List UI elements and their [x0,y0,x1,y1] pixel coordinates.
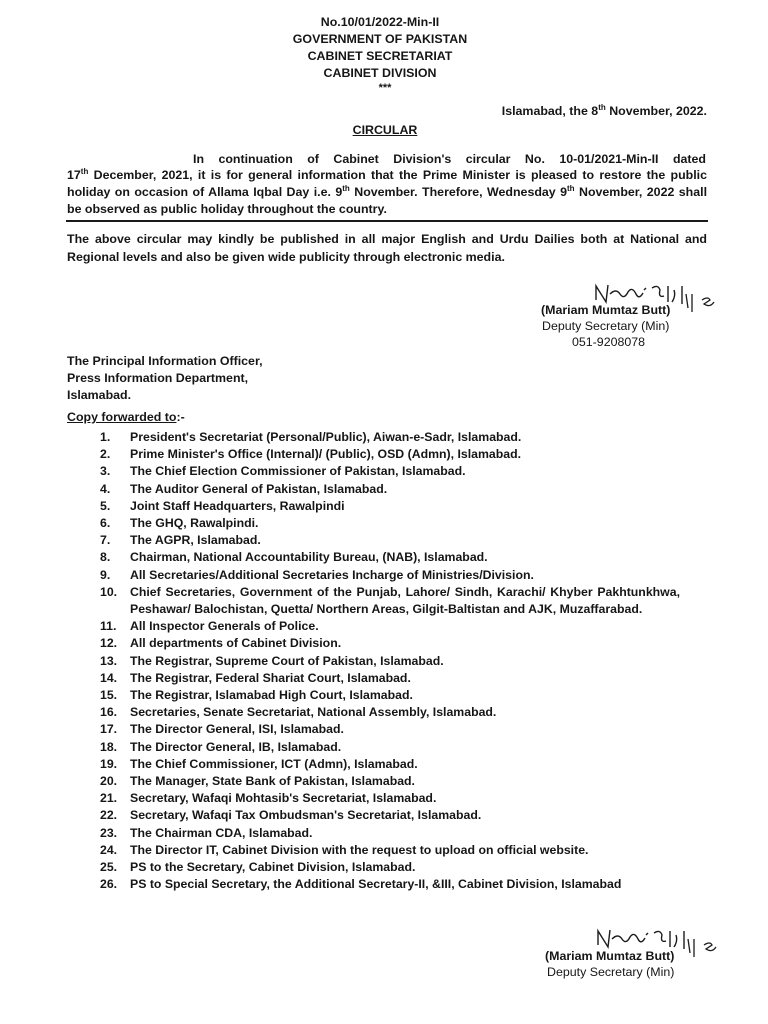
list-item [100,653,680,670]
list-item [100,859,680,876]
signatory-name-2: (Mariam Mumtaz Butt) [545,949,675,963]
list-item-text: PS to Special Secretary, the Additional Secretary-II, &III, Cabinet Division, Islamabad [130,877,622,892]
list-item-text: The Registrar, Islamabad High Court, Islamabad. [130,688,413,703]
list-item-number: 24. [100,842,118,857]
section-divider [66,220,708,222]
list-item-number: 13. [100,653,118,668]
list-item-text: Secretary, Wafaqi Mohtasib's Secretariat, Islamabad. [130,791,437,806]
list-item-number: 3. [100,464,111,479]
list-item-number: 1. [100,430,111,444]
list-item [100,687,680,704]
copy-forwarded-list [100,429,680,893]
list-item-text: The Chairman CDA, Islamabad. [130,825,313,840]
list-item [100,549,680,566]
list-item [100,670,680,687]
list-item-text: The GHQ, Rawalpindi. [130,516,259,531]
paragraph-1-first-line: In continuation of Cabinet Division's circular No. 10-01/2021-Min-II dated [193,152,706,166]
list-item [100,756,680,773]
list-item [100,825,680,842]
signatory-designation-2: Deputy Secretary (Min) [547,965,675,979]
list-item [100,635,680,652]
list-item-number: 8. [100,550,111,565]
dateline: Islamabad, the 8th November, 2022. [501,103,707,118]
list-item [100,721,680,738]
list-item [100,739,680,756]
signatory-designation-1: Deputy Secretary (Min) [542,319,670,333]
list-item-text: Chief Secretaries, Government of the Punjab, Lahore/ Sindh, Karachi/ Khyber Pakhtunkhwa, Peshawar/ Balochistan, Quetta/ Northern Areas, Gilgit-Baltistan and AJK, Muzaffarabad. [130,584,680,617]
list-item [100,463,680,480]
list-item-text: The Registrar, Supreme Court of Pakistan, Islamabad. [130,653,444,668]
division-title: CABINET DIVISION [323,66,437,80]
list-item-text: Secretary, Wafaqi Tax Ombudsman's Secretariat, Islamabad. [130,808,482,823]
list-item-text: All departments of Cabinet Division. [130,636,342,651]
addressee-line-1: The Principal Information Officer, [67,354,263,368]
list-item [100,704,680,721]
list-item-text: All Inspector Generals of Police. [130,619,319,634]
list-item-number: 22. [100,808,118,823]
list-item [100,532,680,549]
list-item-number: 11. [100,619,117,634]
list-item-number: 14. [100,670,118,685]
list-item-text: President's Secretariat (Personal/Public), Aiwan-e-Sadr, Islamabad. [130,430,522,444]
addressee-line-2: Press Information Department, [67,371,249,385]
list-item-text: The Chief Election Commissioner of Pakistan, Islamabad. [130,464,466,479]
addressee-line-3: Islamabad. [67,388,132,402]
list-item-text: The Director IT, Cabinet Division with the request to upload on official website. [130,842,589,857]
list-item-text: Secretaries, Senate Secretariat, National Assembly, Islamabad. [130,705,497,720]
list-item-number: 2. [100,447,111,462]
list-item-number: 4. [100,481,111,496]
list-item-text: The AGPR, Islamabad. [130,533,261,548]
list-item [100,876,680,893]
list-item [100,446,680,463]
list-item-number: 19. [100,756,118,771]
list-item-number: 18. [100,739,118,754]
list-item [100,429,680,446]
list-item-text: The Chief Commissioner, ICT (Admn), Islamabad. [130,756,418,771]
signatory-name-1: (Mariam Mumtaz Butt) [541,303,671,317]
list-item [100,498,680,515]
list-item-text: The Manager, State Bank of Pakistan, Islamabad. [130,774,415,789]
copy-forwarded-label: Copy forwarded to:- [67,410,185,424]
list-item-text: Prime Minister's Office (Internal)/ (Public), OSD (Admn), Islamabad. [130,447,522,462]
list-item-number: 21. [100,791,118,806]
list-item [100,807,680,824]
list-item-number: 12. [100,636,118,651]
list-item-text: Joint Staff Headquarters, Rawalpindi [130,498,345,513]
list-item-number: 17. [100,722,118,737]
list-item-number: 25. [100,860,118,875]
list-item [100,567,680,584]
list-item-number: 10. [100,584,118,599]
list-item-number: 5. [100,498,111,513]
list-item [100,481,680,498]
list-item [100,842,680,859]
list-item-number: 20. [100,774,118,789]
list-item-number: 6. [100,516,111,531]
list-item-number: 23. [100,825,118,840]
government-title: GOVERNMENT OF PAKISTAN [292,32,468,46]
list-item-number: 26. [100,877,118,892]
list-item-text: The Director General, ISI, Islamabad. [130,722,344,737]
list-item-number: 9. [100,567,111,582]
list-item-text: All Secretaries/Additional Secretaries Incharge of Ministries/Division. [130,567,534,582]
list-item-text: The Director General, IB, Islamabad. [130,739,342,754]
list-item-number: 16. [100,705,118,720]
list-item [100,515,680,532]
circular-title: CIRCULAR [352,123,418,137]
header-stars: *** [378,82,392,94]
paragraph-1-body: 17th December, 2021, it is for general information that the Prime Minister is pleased to restore the public holiday on occasion of Allama Iqbal Day i.e. 9th November. Therefore, Wednesday 9th November, 2022 shall be observed as public holiday throughout the country. [67,167,708,216]
reference-number: No.10/01/2022-Min-II [320,15,440,29]
list-item-number: 7. [100,533,111,548]
list-item [100,773,680,790]
list-item-number: 15. [100,688,118,703]
paragraph-2: The above circular may kindly be published in all major English and Urdu Dailies both at National and Regional levels and also be given wide publicity through electronic media. [67,232,707,264]
secretariat-title: CABINET SECRETARIAT [307,49,453,63]
list-item-text: Chairman, National Accountability Bureau, (NAB), Islamabad. [130,550,488,565]
list-item [100,790,680,807]
list-item [100,618,680,635]
list-item-text: PS to the Secretary, Cabinet Division, Islamabad. [130,860,416,875]
list-item-text: The Auditor General of Pakistan, Islamabad. [130,481,388,496]
list-item [100,584,680,618]
signatory-phone: 051-9208078 [572,335,646,349]
list-item-text: The Registrar, Federal Shariat Court, Islamabad. [130,670,411,685]
